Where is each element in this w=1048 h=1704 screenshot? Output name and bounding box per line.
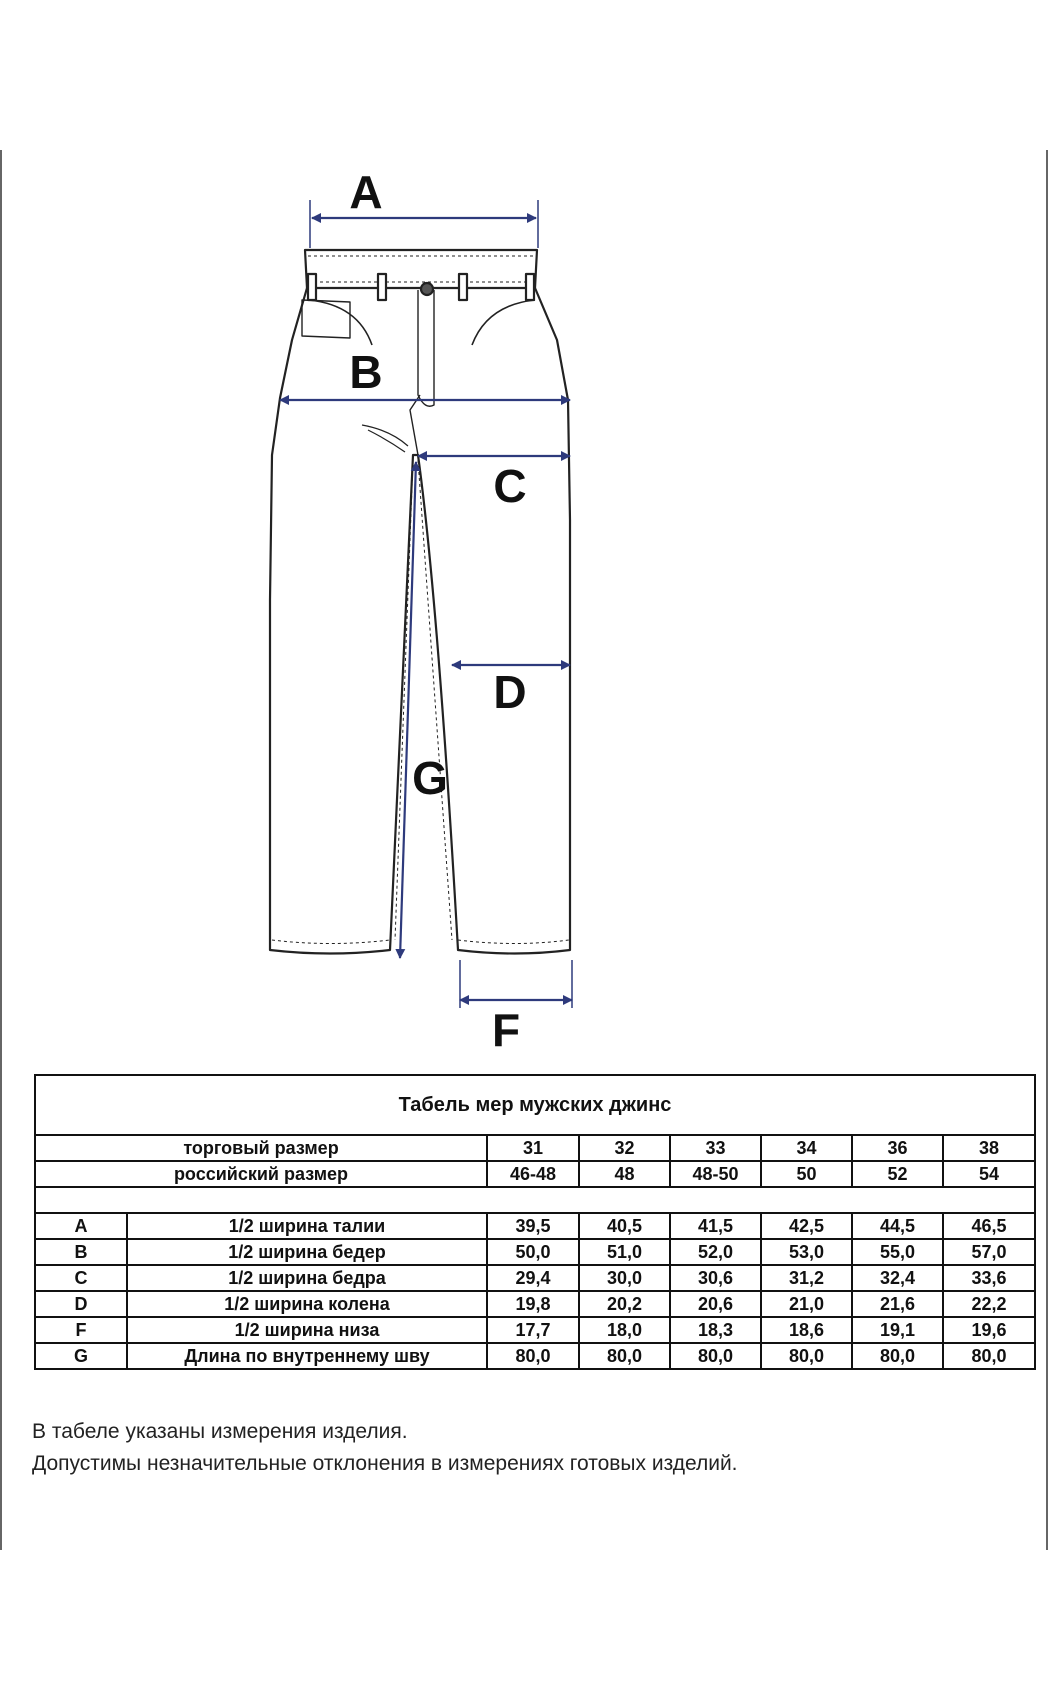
measurement-name: 1/2 ширина бедер [127, 1239, 487, 1265]
measurement-value: 18,6 [761, 1317, 852, 1343]
measurement-value: 29,4 [487, 1265, 579, 1291]
russian-size-cell: 46-48 [487, 1161, 579, 1187]
measurement-value: 53,0 [761, 1239, 852, 1265]
measurement-value: 80,0 [943, 1343, 1035, 1369]
measurement-value: 46,5 [943, 1213, 1035, 1239]
russian-size-cell: 50 [761, 1161, 852, 1187]
measurement-value: 19,8 [487, 1291, 579, 1317]
measurement-name: 1/2 ширина колена [127, 1291, 487, 1317]
trade-size-cell: 32 [579, 1135, 670, 1161]
measurement-value: 32,4 [852, 1265, 943, 1291]
measurement-value: 21,0 [761, 1291, 852, 1317]
measurement-value: 80,0 [761, 1343, 852, 1369]
measurement-row [35, 1343, 1035, 1369]
measurement-row [35, 1239, 1035, 1265]
trade-size-row [35, 1135, 1035, 1161]
measurement-value: 80,0 [670, 1343, 761, 1369]
measurement-code: D [35, 1291, 127, 1317]
measurement-value: 80,0 [487, 1343, 579, 1369]
measurement-row [35, 1291, 1035, 1317]
measurement-value: 40,5 [579, 1213, 670, 1239]
trade-size-label: торговый размер [35, 1135, 487, 1161]
measurement-row [35, 1317, 1035, 1343]
trade-size-cell: 38 [943, 1135, 1035, 1161]
measurement-value: 41,5 [670, 1213, 761, 1239]
measurement-name: 1/2 ширина бедра [127, 1265, 487, 1291]
label-g: G [412, 752, 448, 804]
button [421, 283, 433, 295]
measurement-code: A [35, 1213, 127, 1239]
fly [418, 290, 434, 406]
measurement-arrows [280, 200, 572, 1008]
jeans-outline [270, 250, 570, 954]
measurement-value: 22,2 [943, 1291, 1035, 1317]
trade-size-cell: 31 [487, 1135, 579, 1161]
measurement-value: 39,5 [487, 1213, 579, 1239]
measurement-code: F [35, 1317, 127, 1343]
coin-pocket [302, 300, 350, 338]
russian-size-cell: 48-50 [670, 1161, 761, 1187]
measurement-value: 57,0 [943, 1239, 1035, 1265]
size-table [34, 1074, 1036, 1370]
measurement-name: 1/2 ширина низа [127, 1317, 487, 1343]
measurement-value: 18,0 [579, 1317, 670, 1343]
russian-size-cell: 54 [943, 1161, 1035, 1187]
measurement-row [35, 1213, 1035, 1239]
measurement-value: 19,1 [852, 1317, 943, 1343]
measurement-value: 80,0 [579, 1343, 670, 1369]
jeans-body [270, 288, 570, 954]
measurement-value: 55,0 [852, 1239, 943, 1265]
trade-size-cell: 36 [852, 1135, 943, 1161]
spacer-row [35, 1187, 1035, 1213]
measurement-value: 17,7 [487, 1317, 579, 1343]
table-title: Табель мер мужских джинс [35, 1075, 1035, 1135]
russian-size-row [35, 1161, 1035, 1187]
measurement-value: 20,2 [579, 1291, 670, 1317]
measurement-value: 42,5 [761, 1213, 852, 1239]
note-line: В табеле указаны измерения изделия. [32, 1420, 408, 1443]
measurement-code: G [35, 1343, 127, 1369]
label-f: F [491, 1004, 521, 1056]
note-line: Допустимы незначительные отклонения в измерениях готовых изделий. [32, 1452, 738, 1475]
measurement-value: 19,6 [943, 1317, 1035, 1343]
measurement-value: 30,0 [579, 1265, 670, 1291]
label-b: B [349, 346, 383, 398]
label-a: A [349, 166, 383, 218]
measurement-value: 51,0 [579, 1239, 670, 1265]
measurement-code: C [35, 1265, 127, 1291]
trade-size-cell: 34 [761, 1135, 852, 1161]
russian-size-label: российский размер [35, 1161, 487, 1187]
measurement-name: 1/2 ширина талии [127, 1213, 487, 1239]
label-c: C [493, 460, 527, 512]
measurement-code: B [35, 1239, 127, 1265]
measurement-value: 30,6 [670, 1265, 761, 1291]
measurement-value: 52,0 [670, 1239, 761, 1265]
measurement-value: 44,5 [852, 1213, 943, 1239]
measurement-value: 20,6 [670, 1291, 761, 1317]
measurement-value: 50,0 [487, 1239, 579, 1265]
russian-size-cell: 52 [852, 1161, 943, 1187]
measurement-name: Длина по внутреннему шву [127, 1343, 487, 1369]
measurement-value: 31,2 [761, 1265, 852, 1291]
measurement-value: 80,0 [852, 1343, 943, 1369]
arrow-g [400, 462, 416, 958]
measurement-row [35, 1265, 1035, 1291]
measurement-value: 21,6 [852, 1291, 943, 1317]
measurement-value: 18,3 [670, 1317, 761, 1343]
trade-size-cell: 33 [670, 1135, 761, 1161]
notes [32, 1416, 1022, 1480]
russian-size-cell: 48 [579, 1161, 670, 1187]
measurement-value: 33,6 [943, 1265, 1035, 1291]
label-d: D [493, 666, 527, 718]
